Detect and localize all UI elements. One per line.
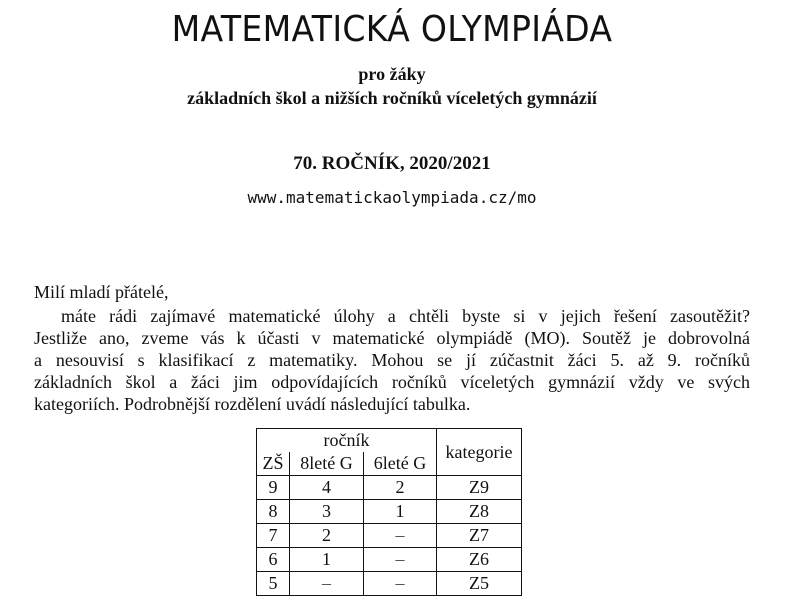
table-row [257,524,522,548]
table-cell-6lete: – [364,548,437,572]
table-cell-zs: 6 [257,548,290,572]
page-title: MATEMATICKÁ OLYMPIÁDA [171,9,613,50]
category-header: kategorie [437,429,522,476]
table-cell-category: Z9 [437,476,522,500]
table-cell-8lete: 2 [290,524,364,548]
greeting: Milí mladí přátelé, [34,282,169,302]
table-cell-zs: 8 [257,500,290,524]
paragraph-line: máte rádi zajímavé matematické úlohy a chtěli byste si v jejich řešení zasoutěžit? [61,306,750,326]
paragraph-line: a nesouvisí s klasifikací z matematiky. Mohou se jí zúčastnit žáci 5. až 9. ročníků [34,350,750,370]
table-row [257,572,522,596]
table-cell-8lete: 1 [290,548,364,572]
subtitle-schools: základních škol a nižších ročníků víceletých gymnázií [187,88,597,108]
grade-group-header: ročník [257,429,437,453]
table-cell-6lete: – [364,524,437,548]
paragraph-line: základních škol a žáci jim odpovídajících ročníků víceletých gymnázií vždy ve svých [34,372,750,392]
table-cell-category: Z6 [437,548,522,572]
table-row [257,500,522,524]
table-cell-zs: 7 [257,524,290,548]
column-header-8lete: 8leté G [290,452,364,476]
paragraph-line: Jestliže ano, zveme vás k účasti v matematické olympiádě (MO). Soutěž je dobrovolná [34,328,750,348]
table-cell-6lete: – [364,572,437,596]
table-row [257,548,522,572]
table-cell-category: Z7 [437,524,522,548]
subtitle-audience: pro žáky [358,64,426,84]
table-cell-8lete: 4 [290,476,364,500]
table-cell-6lete: 2 [364,476,437,500]
table-cell-8lete: 3 [290,500,364,524]
paragraph-line: kategoriích. Podrobnější rozdělení uvádí následující tabulka. [34,394,471,414]
table-cell-8lete: – [290,572,364,596]
table-cell-zs: 5 [257,572,290,596]
categories-table [256,428,522,596]
column-header-6lete: 6leté G [364,452,437,476]
website-url: www.matematickaolympiada.cz/mo [247,188,537,207]
table-row [257,476,522,500]
table-cell-category: Z5 [437,572,522,596]
edition-heading: 70. ROČNÍK, 2020/2021 [293,153,491,174]
table-cell-zs: 9 [257,476,290,500]
table-cell-category: Z8 [437,500,522,524]
table-cell-6lete: 1 [364,500,437,524]
column-header-zs: ZŠ [257,452,290,476]
